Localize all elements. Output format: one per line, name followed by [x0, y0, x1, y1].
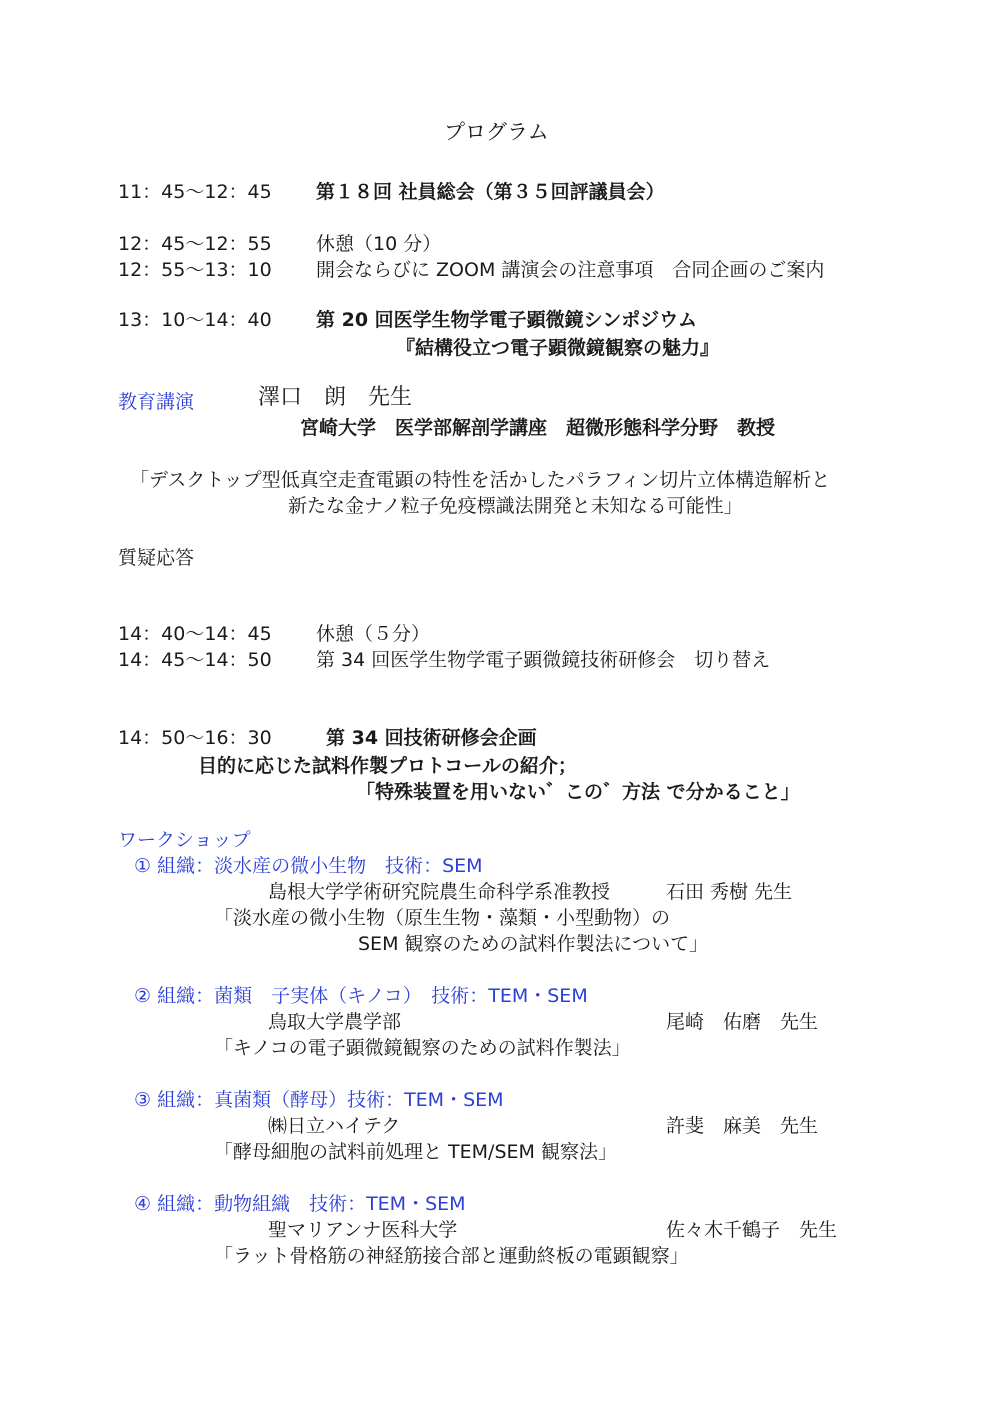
session-3-header: ③ 組織：真菌類（酵母）技術：TEM・SEM: [134, 1089, 504, 1111]
schedule-time-symposium: 13：10〜14：40: [118, 309, 272, 331]
session-3-speaker: 許斐 麻美 先生: [666, 1115, 819, 1137]
session-2-speaker: 尾崎 佑磨 先生: [666, 1011, 819, 1033]
qa-label: 質疑応答: [118, 547, 195, 569]
session-1-speaker: 石田 秀樹 先生: [666, 881, 793, 903]
schedule-time-break2: 14：40〜14：45: [118, 623, 272, 645]
training-subtitle1: 目的に応じた試料作製プロトコールの紹介；: [198, 755, 577, 777]
session-1-header: ① 組織：淡水産の微小生物 技術：SEM: [134, 855, 483, 877]
schedule-text-break1: 休憩（10 分）: [316, 233, 442, 255]
lecture-label: 教育講演: [118, 391, 195, 413]
workshop-heading: ワークショップ: [118, 829, 251, 851]
session-4-affiliation: 聖マリアンナ医科大学: [268, 1219, 458, 1241]
session-1-topic1: 「淡水産の微小生物（原生生物・藻類・小型動物）の: [214, 907, 671, 929]
lecture-topic-line1: 「デスクトップ型低真空走査電顕の特性を活かしたパラフィン切片立体構造解析と: [130, 469, 831, 491]
training-subtitle2: 「特殊装置を用いない゛この゛方法 で分かること」: [356, 781, 800, 803]
session-3-affiliation: ㈱日立ハイテク: [268, 1115, 401, 1137]
session-1-topic2: SEM 観察のための試料作製法について」: [358, 933, 709, 955]
lecture-speaker: 澤口 朗 先生: [258, 385, 413, 410]
schedule-time-general-meeting: 11：45〜12：45: [118, 181, 272, 203]
schedule-text-break2: 休憩（５分）: [316, 623, 431, 645]
schedule-text-switch: 第 34 回医学生物学電子顕微鏡技術研修会 切り替え: [316, 649, 771, 671]
lecture-topic-line2: 新たな金ナノ粒子免疫標識法開発と未知なる可能性」: [288, 495, 743, 517]
session-4-topic1: 「ラット骨格筋の神経筋接合部と運動終板の電顕観察」: [214, 1245, 689, 1267]
session-4-speaker: 佐々木千鶴子 先生: [666, 1219, 838, 1241]
session-2-header: ② 組織：菌類 子実体（キノコ） 技術：TEM・SEM: [134, 985, 588, 1007]
schedule-text-symposium: 第 20 回医学生物学電子顕微鏡シンポジウム: [316, 309, 698, 331]
lecture-affiliation: 宮崎大学 医学部解剖学講座 超微形態科学分野 教授: [300, 417, 776, 439]
session-4-header: ④ 組織：動物組織 技術：TEM・SEM: [134, 1193, 466, 1215]
schedule-time-training: 14：50〜16：30: [118, 727, 272, 749]
schedule-time-opening: 12：55〜13：10: [118, 259, 272, 281]
schedule-text-opening: 開会ならびに ZOOM 講演会の注意事項 合同企画のご案内: [316, 259, 825, 281]
session-2-affiliation: 鳥取大学農学部: [268, 1011, 402, 1033]
schedule-time-switch: 14：45〜14：50: [118, 649, 272, 671]
session-3-topic1: 「酵母細胞の試料前処理と TEM/SEM 観察法」: [214, 1141, 617, 1163]
schedule-text-general-meeting: 第１８回 社員総会（第３５回評議員会）: [316, 181, 665, 203]
session-2-topic1: 「キノコの電子顕微鏡観察のための試料作製法」: [214, 1037, 631, 1059]
schedule-time-break1: 12：45〜12：55: [118, 233, 272, 255]
schedule-text-training: 第 34 回技術研修会企画: [326, 727, 537, 749]
session-1-affiliation: 島根大学学術研究院農生命科学系准教授: [268, 881, 611, 903]
symposium-subtitle: 『結構役立つ電子顕微鏡観察の魅力』: [396, 337, 720, 359]
page-title: プログラム: [444, 120, 549, 144]
